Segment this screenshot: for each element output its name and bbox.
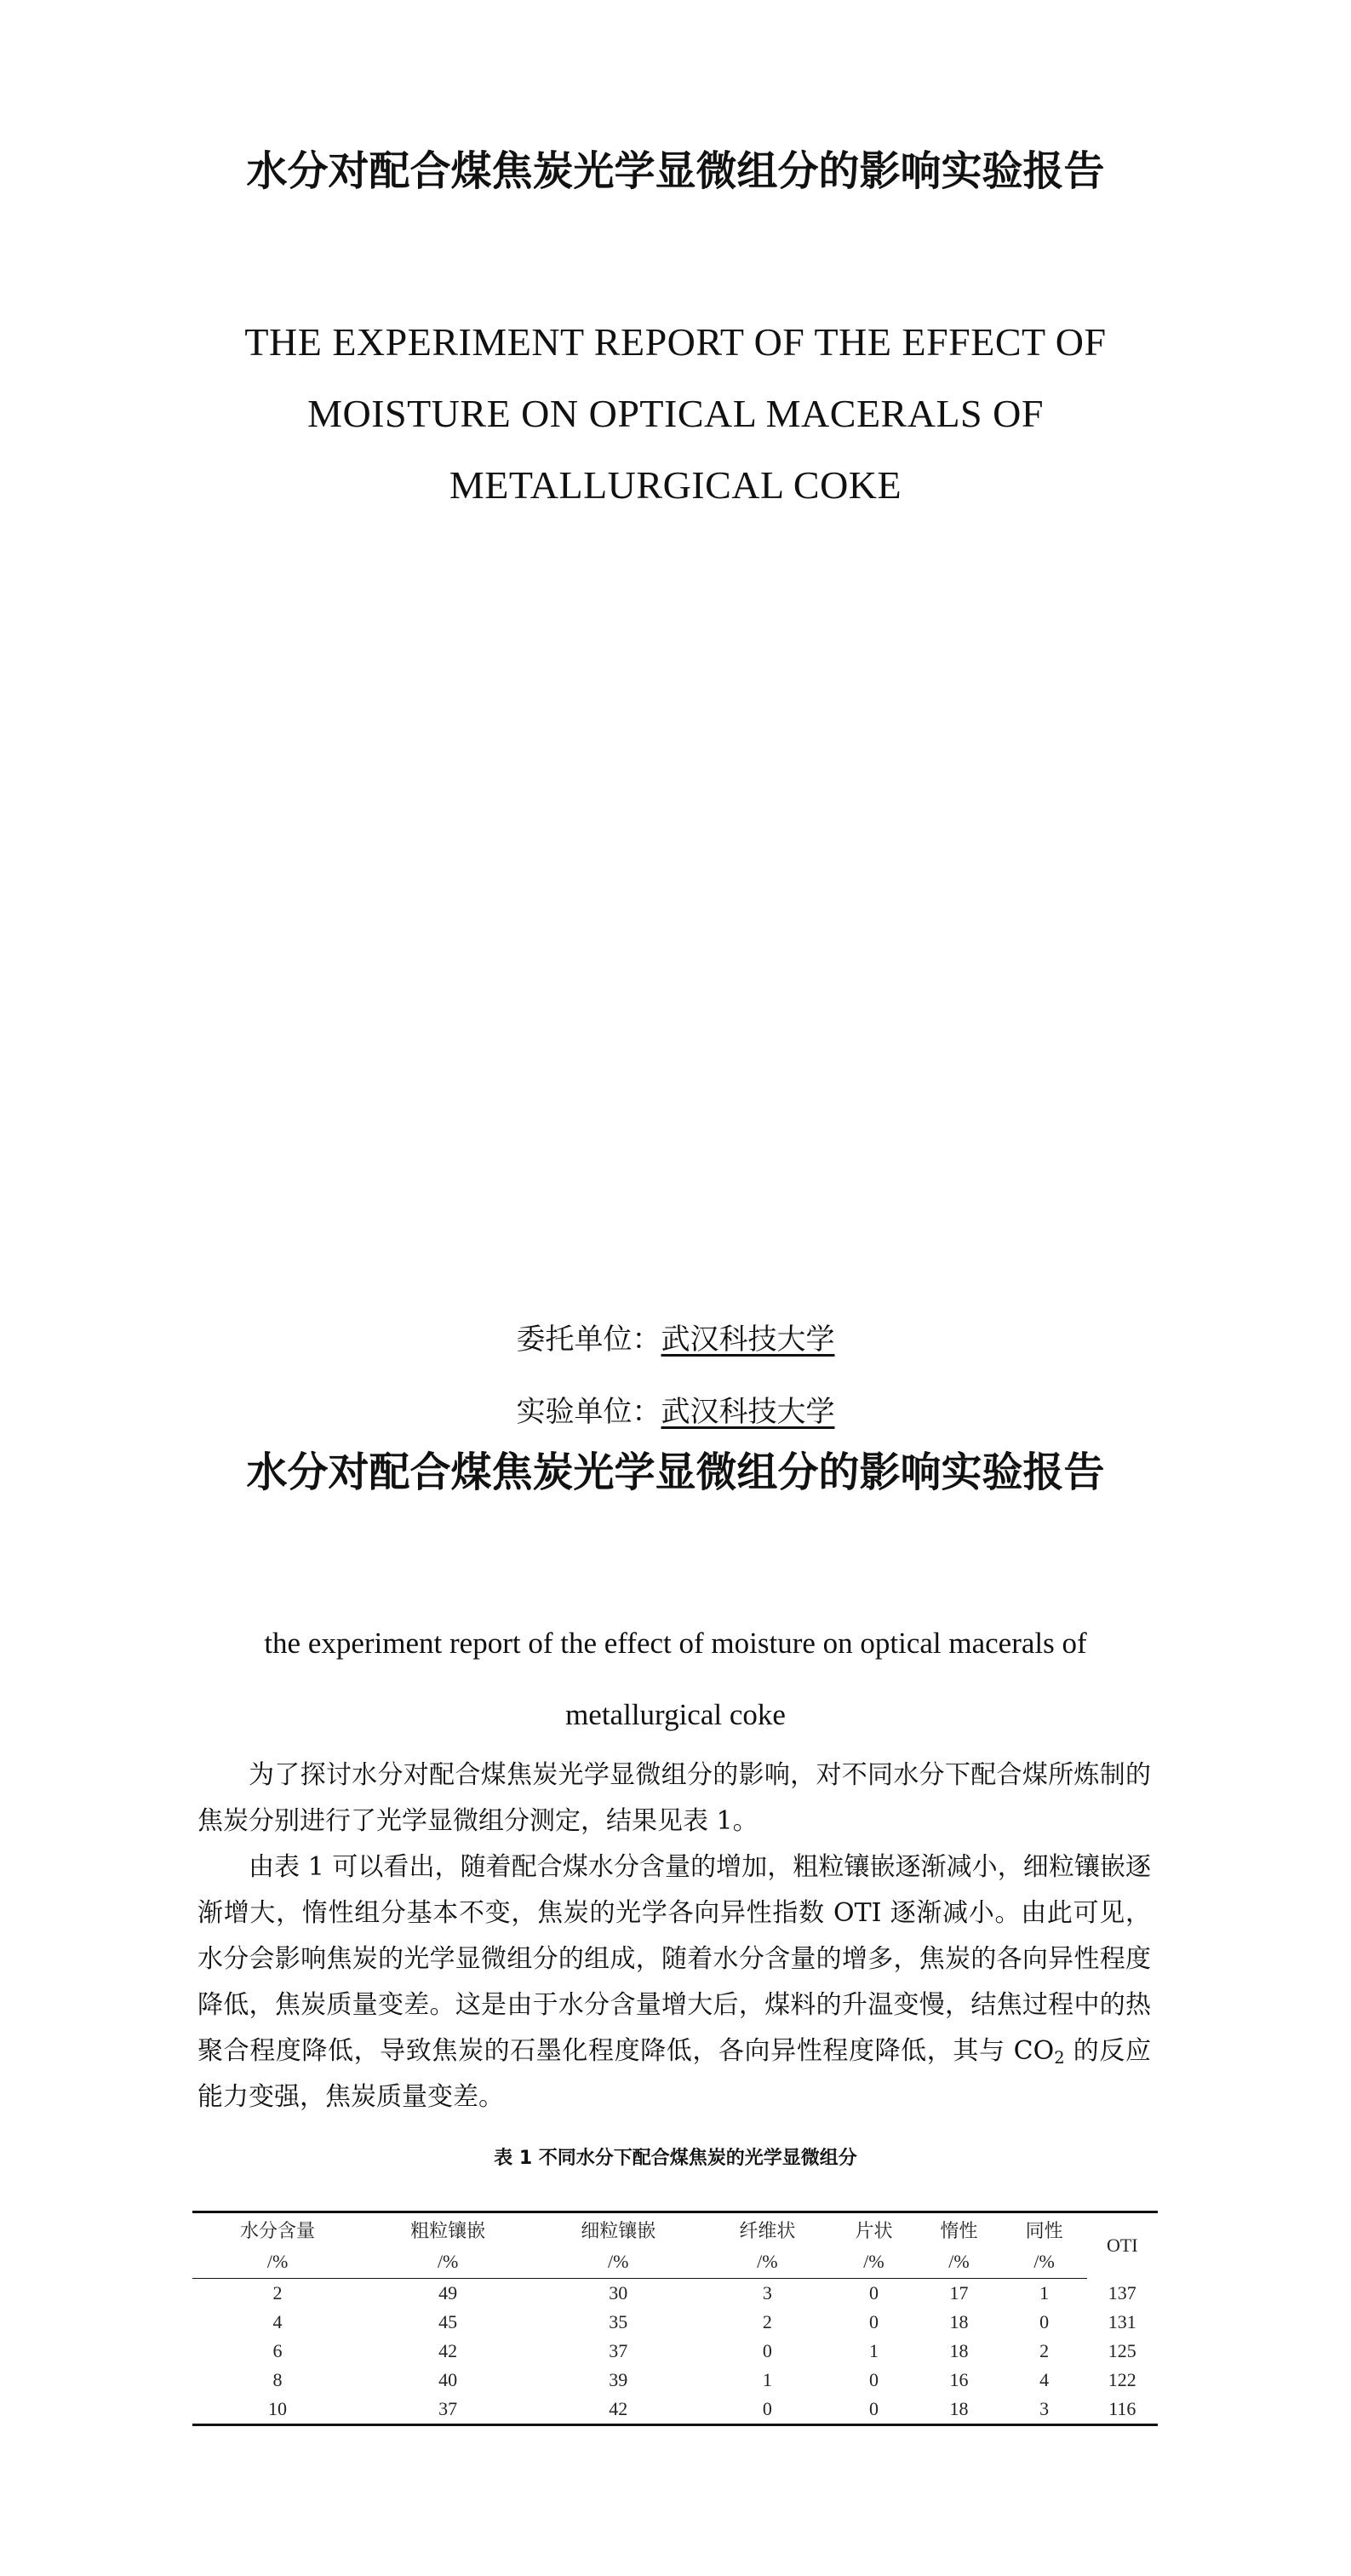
table-row: [192, 2366, 1158, 2395]
table-cell: 0: [868, 2311, 879, 2332]
table-cell: 4: [272, 2311, 283, 2332]
table-cell: 137: [1108, 2281, 1136, 2303]
table-cell: 2: [272, 2282, 283, 2303]
table-header-row: [192, 2212, 1158, 2246]
table-cell: 0: [831, 2395, 916, 2425]
table-caption: 表 1 不同水分下配合煤焦炭的光学显微组分: [494, 2148, 857, 2169]
table-cell: 0: [1039, 2311, 1050, 2332]
header-fine-mosaic: 细粒镶嵌: [533, 2212, 703, 2246]
table-cell: 42: [438, 2340, 458, 2361]
table-cell: 8: [272, 2369, 283, 2390]
header-unit: /%: [1002, 2246, 1087, 2279]
header-unit: /%: [916, 2246, 1001, 2279]
lab-unit-label: 实验单位：: [516, 1395, 661, 1429]
table-row: [192, 2337, 1158, 2366]
table-cell: 17: [949, 2282, 969, 2303]
header-unit: /%: [363, 2246, 533, 2279]
table-cell: 2: [762, 2311, 772, 2332]
table-cell: 125: [1108, 2340, 1136, 2361]
header-isotropic: 同性: [1002, 2212, 1087, 2246]
table-cell: 0: [762, 2340, 772, 2361]
co2-subscript: 2: [1054, 2047, 1065, 2068]
header-inert: 惰性: [916, 2212, 1001, 2246]
cover-title: 水分对配合煤焦炭光学显微组分的影响实验报告: [246, 147, 1105, 195]
header-moisture: 水分含量: [192, 2212, 363, 2246]
paragraph-analysis-tail: 的反应能力变强，焦炭质量变差。: [197, 2036, 1151, 2112]
table-cell: 39: [609, 2369, 628, 2390]
table-cell: 37: [609, 2340, 628, 2361]
header-coarse-mosaic: 粗粒镶嵌: [363, 2212, 533, 2246]
header-unit: /%: [703, 2246, 831, 2279]
table-cell: 18: [949, 2340, 969, 2361]
table-cell: 1: [868, 2340, 879, 2361]
header-oti: OTI: [1087, 2212, 1158, 2279]
table-cell: 2: [1039, 2340, 1050, 2361]
table-cell: 3: [1002, 2395, 1087, 2425]
table-cell: 6: [272, 2340, 283, 2361]
paragraph-analysis: [197, 1845, 1151, 2120]
report-title: 水分对配合煤焦炭光学显微组分的影响实验报告: [246, 1449, 1105, 1496]
table-cell: 116: [1087, 2395, 1158, 2425]
header-unit: /%: [831, 2246, 916, 2279]
table-cell: 131: [1108, 2311, 1136, 2332]
table-cell: 40: [438, 2369, 458, 2390]
table-cell: 18: [949, 2311, 969, 2332]
table-cell: 45: [438, 2311, 458, 2332]
paragraph-intro: 为了探讨水分对配合煤焦炭光学显微组分的影响，对不同水分下配合煤所炼制的焦炭分别进行了光学显微组分测定，结果见表 1。: [197, 1760, 1151, 1836]
table-cell: 30: [609, 2282, 628, 2303]
table-cell: 1: [762, 2369, 772, 2390]
header-unit: /%: [192, 2246, 363, 2279]
table-cell: 35: [609, 2311, 628, 2332]
table-cell: 10: [192, 2395, 363, 2425]
client-unit-line: [0, 1318, 1351, 1361]
client-unit-value: 武汉科技大学: [661, 1322, 835, 1357]
paragraph-analysis-main: 由表 1 可以看出，随着配合煤水分含量的增加，粗粒镶嵌逐渐减小，细粒镶嵌逐渐增大，惰性组分基本不变，焦炭的光学各向异性指数 OTI 逐渐减小。由此可见，水分会影响焦炭的光学显微组分的组成，随着水分含量的增多，焦炭的各向异性程度降低，焦炭质量变差。这是由于水分含量增大后，煤料的升温变慢，结焦过程中的热聚合程度降低，导致焦炭的石墨化程度降低，各向异性程度降低，其与 CO: [197, 1852, 1151, 2066]
table-cell: 4: [1039, 2369, 1050, 2390]
lab-unit-line: [0, 1391, 1351, 1433]
table-cell: 1: [1039, 2282, 1050, 2303]
header-unit: /%: [533, 2246, 703, 2279]
table-cell: 3: [762, 2282, 772, 2303]
table-cell: 18: [916, 2395, 1001, 2425]
table-row: [192, 2308, 1158, 2337]
macerals-table: [192, 2211, 1158, 2426]
header-flake: 片状: [831, 2212, 916, 2246]
table-cell: 0: [703, 2395, 831, 2425]
table-header-unit-row: [192, 2246, 1158, 2279]
table-cell: 0: [868, 2282, 879, 2303]
lab-unit-value: 武汉科技大学: [661, 1395, 835, 1429]
cover-english-title: THE EXPERIMENT REPORT OF THE EFFECT OF MOISTURE ON OPTICAL MACERALS OF METALLURGICAL COKE: [244, 320, 1107, 507]
client-unit-label: 委托单位：: [516, 1322, 661, 1357]
header-fibrous: 纤维状: [703, 2212, 831, 2246]
table-row: [192, 2279, 1158, 2309]
table-row: [192, 2395, 1158, 2425]
table-cell: 0: [868, 2369, 879, 2390]
table-cell: 16: [949, 2369, 969, 2390]
table-cell: 122: [1108, 2369, 1136, 2390]
table-cell: 37: [363, 2395, 533, 2425]
table-cell: 49: [438, 2282, 458, 2303]
table-cell: 42: [533, 2395, 703, 2425]
report-english-title: the experiment report of the effect of moisture on optical macerals of metallurgical coke: [264, 1626, 1087, 1731]
